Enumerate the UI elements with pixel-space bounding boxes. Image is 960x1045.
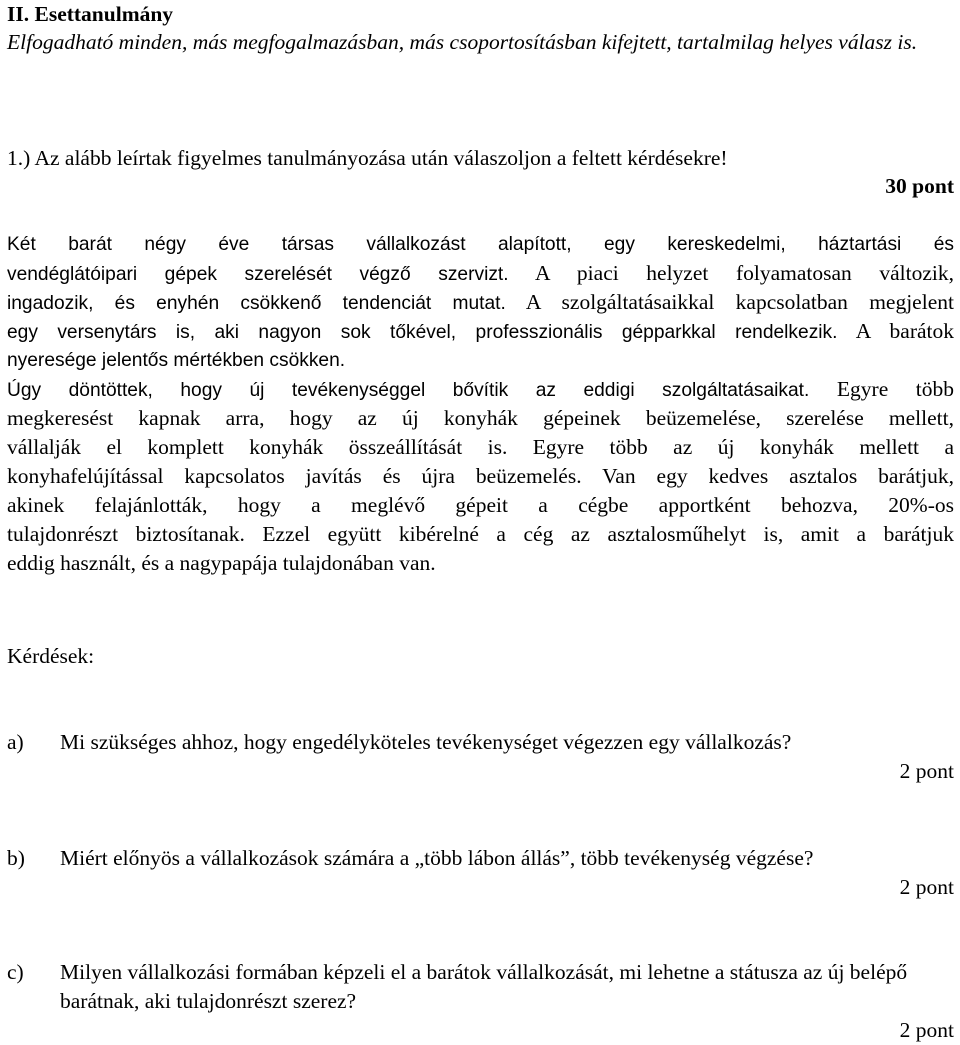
case-line: Úgy döntöttek, hogy új tevékenységgel bővítik az eddigi szolgáltatásaikat. Egyre több: [7, 377, 955, 401]
case-line: nyeresége jelentős mértékben csökken.: [7, 350, 346, 371]
case-line: tulajdonrészt biztosítanak. Ezzel együtt kibérelné a cég az asztalosműhelyt is, amit a barátjuk: [7, 522, 955, 546]
section-title: II. Esettanulmány: [7, 2, 174, 26]
case-line: megkeresést kapnak arra, hogy az új konyhák gépeinek beüzemelése, szerelése mellett,: [7, 406, 954, 430]
section-note: Elfogadható minden, más megfogalmazásban, más csoportosításban kifejtett, tartalmilag helyes válasz is.: [7, 30, 918, 54]
case-line: ingadozik, és enyhén csökkenő tendenciát mutat. A szolgáltatásaikkal kapcsolatban megjelent: [7, 290, 954, 314]
case-study-text: [7, 230, 954, 578]
question-text: Mi szükséges ahhoz, hogy engedélyköteles tevékenységet végezzen egy vállalkozás?: [60, 730, 792, 754]
case-line: egy versenytárs is, aki nagyon sok tőkével, professzionális gépparkkal rendelkezik. A barátok: [7, 319, 954, 343]
question-letter: c): [7, 960, 24, 984]
question-letter: a): [7, 730, 24, 754]
task-instruction: 1.) Az alább leírtak figyelmes tanulmányozása után válaszoljon a feltett kérdésekre!: [7, 146, 728, 170]
task-points: 30 pont: [885, 174, 954, 198]
question-text: Miért előnyös a vállalkozások számára a „több lábon állás”, több tevékenység végzése?: [60, 846, 814, 870]
case-line: vállalják el komplett konyhák összeállítását is. Egyre több az új konyhák mellett a: [7, 435, 955, 459]
question-c-points: 2 pont: [899, 1018, 954, 1042]
question-b-points: 2 pont: [899, 875, 954, 899]
question-a-points: 2 pont: [899, 759, 954, 783]
question-text: Milyen vállalkozási formában képzeli el a barátok vállalkozását, mi lehetne a státusza az új belépő barátnak, aki tulajdonrészt szerez?: [60, 960, 908, 1013]
document-page: [7, 0, 954, 1045]
case-line: Két barát négy éve társas vállalkozást alapított, egy kereskedelmi, háztartási és: [7, 234, 954, 255]
case-line: eddig használt, és a nagypapája tulajdonában van.: [7, 551, 436, 575]
case-line: akinek felajánlották, hogy a meglévő gépeit a cégbe apportként behozva, 20%-os: [7, 493, 954, 517]
question-letter: b): [7, 846, 25, 870]
case-line: vendéglátóipari gépek szerelését végző szervizt. A piaci helyzet folyamatosan változik,: [7, 261, 954, 285]
questions-label: Kérdések:: [7, 644, 95, 668]
case-line: konyhafelújítással kapcsolatos javítás és újra beüzemelés. Van egy kedves asztalos barátjuk,: [7, 464, 954, 488]
